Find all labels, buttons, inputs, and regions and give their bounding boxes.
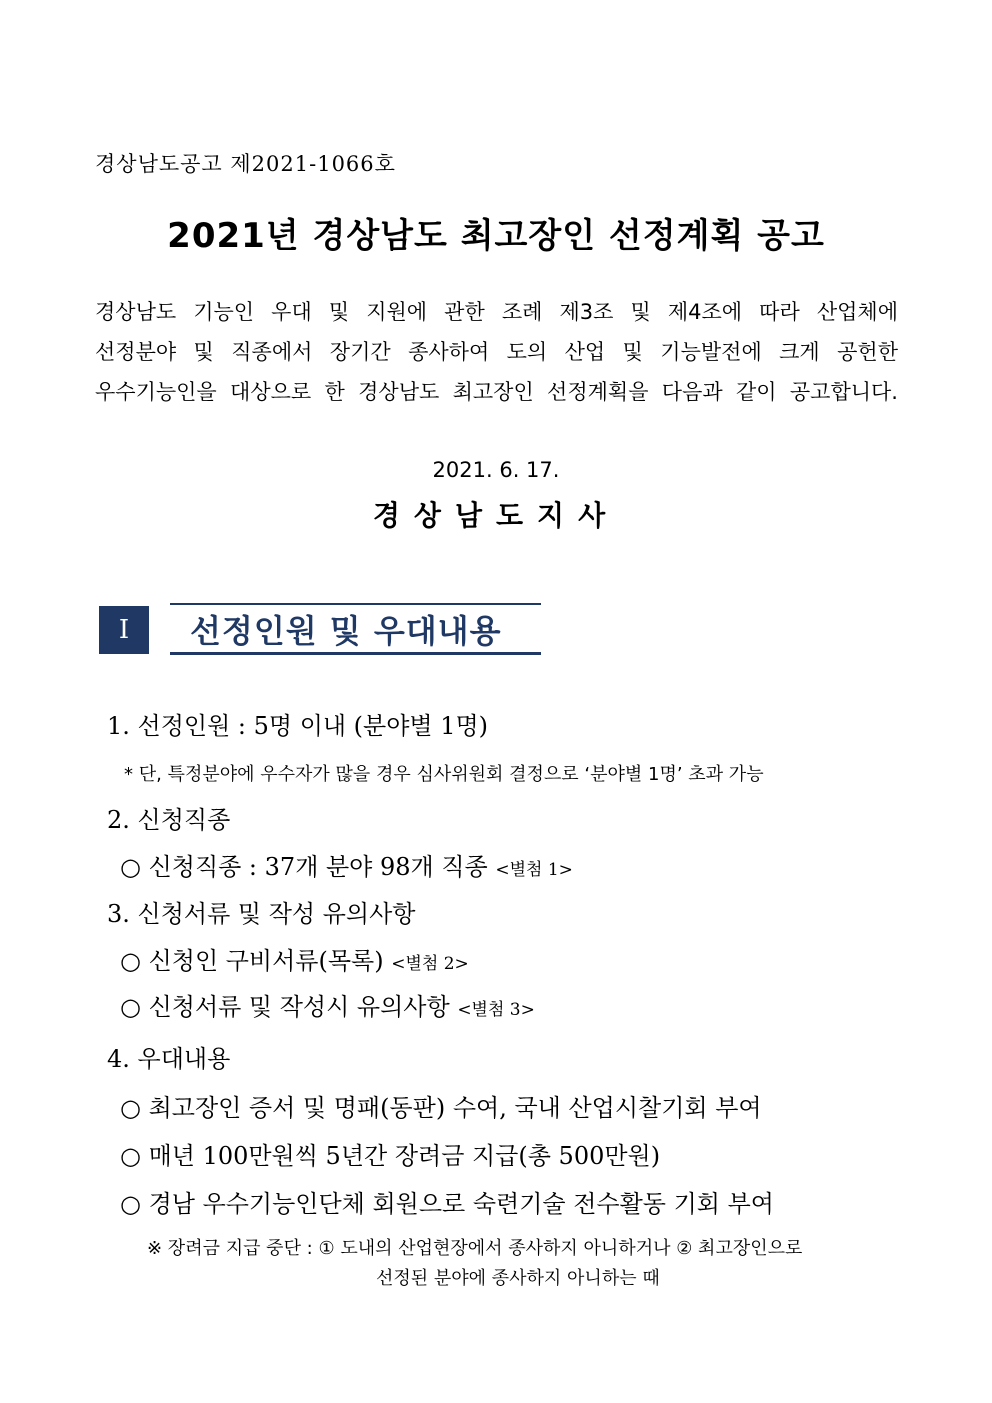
page-title: 2021년 경상남도 최고장인 선정계획 공고 [167, 216, 825, 256]
intro-line-3: 우수기능인을 대상으로 한 경상남도 최고장인 선정계획을 다음과 같이 공고합니다. [95, 380, 898, 404]
list-item: ○ 경남 우수기능인단체 회원으로 숙련기술 전수활동 기회 부여 [120, 1190, 774, 1218]
section-title-bottom-rule [170, 652, 541, 655]
list-item-text: ○ 신청인 구비서류(목록) [120, 947, 384, 975]
heading-benefits: 4. 우대내용 [107, 1045, 231, 1073]
benefit-note-line-2: 선정된 분야에 종사하지 아니하는 때 [376, 1268, 660, 1289]
attachment-ref: <별첨 1> [495, 860, 573, 880]
heading-application-trades: 2. 신청직종 [107, 806, 231, 834]
heading-selection-count: 1. 선정인원 : 5명 이내 (분야별 1명) [107, 712, 489, 740]
notice-date: 2021. 6. 17. [432, 458, 560, 482]
selection-count-note: * 단, 특정분야에 우수자가 많을 경우 심사위원회 결정으로 ‘분야별 1명’ 초과 가능 [124, 764, 764, 785]
list-item [120, 847, 573, 882]
list-item-text: ○ 신청직종 : 37개 분야 98개 직종 [120, 853, 488, 881]
issuer-name: 경상남도지사 [372, 499, 620, 532]
benefit-note-line-1: ※ 장려금 지급 중단 : ① 도내의 산업현장에서 종사하지 아니하거나 ② 최고장인으로 [147, 1238, 803, 1259]
list-item: ○ 최고장인 증서 및 명패(동판) 수여, 국내 산업시찰기회 부여 [120, 1094, 762, 1122]
intro-line-1: 경상남도 기능인 우대 및 지원에 관한 조례 제3조 및 제4조에 따라 산업체에 [95, 300, 898, 324]
list-item: ○ 매년 100만원씩 5년간 장려금 지급(총 500만원) [120, 1142, 661, 1170]
section-number: I [118, 615, 130, 645]
section-title: 선정인원 및 우대내용 [190, 612, 502, 650]
list-item [120, 987, 535, 1022]
list-item-text: ○ 신청서류 및 작성시 유의사항 [120, 993, 450, 1021]
section-title-top-rule [170, 603, 541, 605]
intro-line-2: 선정분야 및 직종에서 장기간 종사하여 도의 산업 및 기능발전에 크게 공헌한 [95, 340, 898, 364]
list-item [120, 941, 469, 976]
notice-number: 경상남도공고 제2021-1066호 [95, 152, 396, 176]
attachment-ref: <별첨 2> [391, 954, 469, 974]
heading-application-documents: 3. 신청서류 및 작성 유의사항 [107, 900, 416, 928]
attachment-ref: <별첨 3> [457, 1000, 535, 1020]
